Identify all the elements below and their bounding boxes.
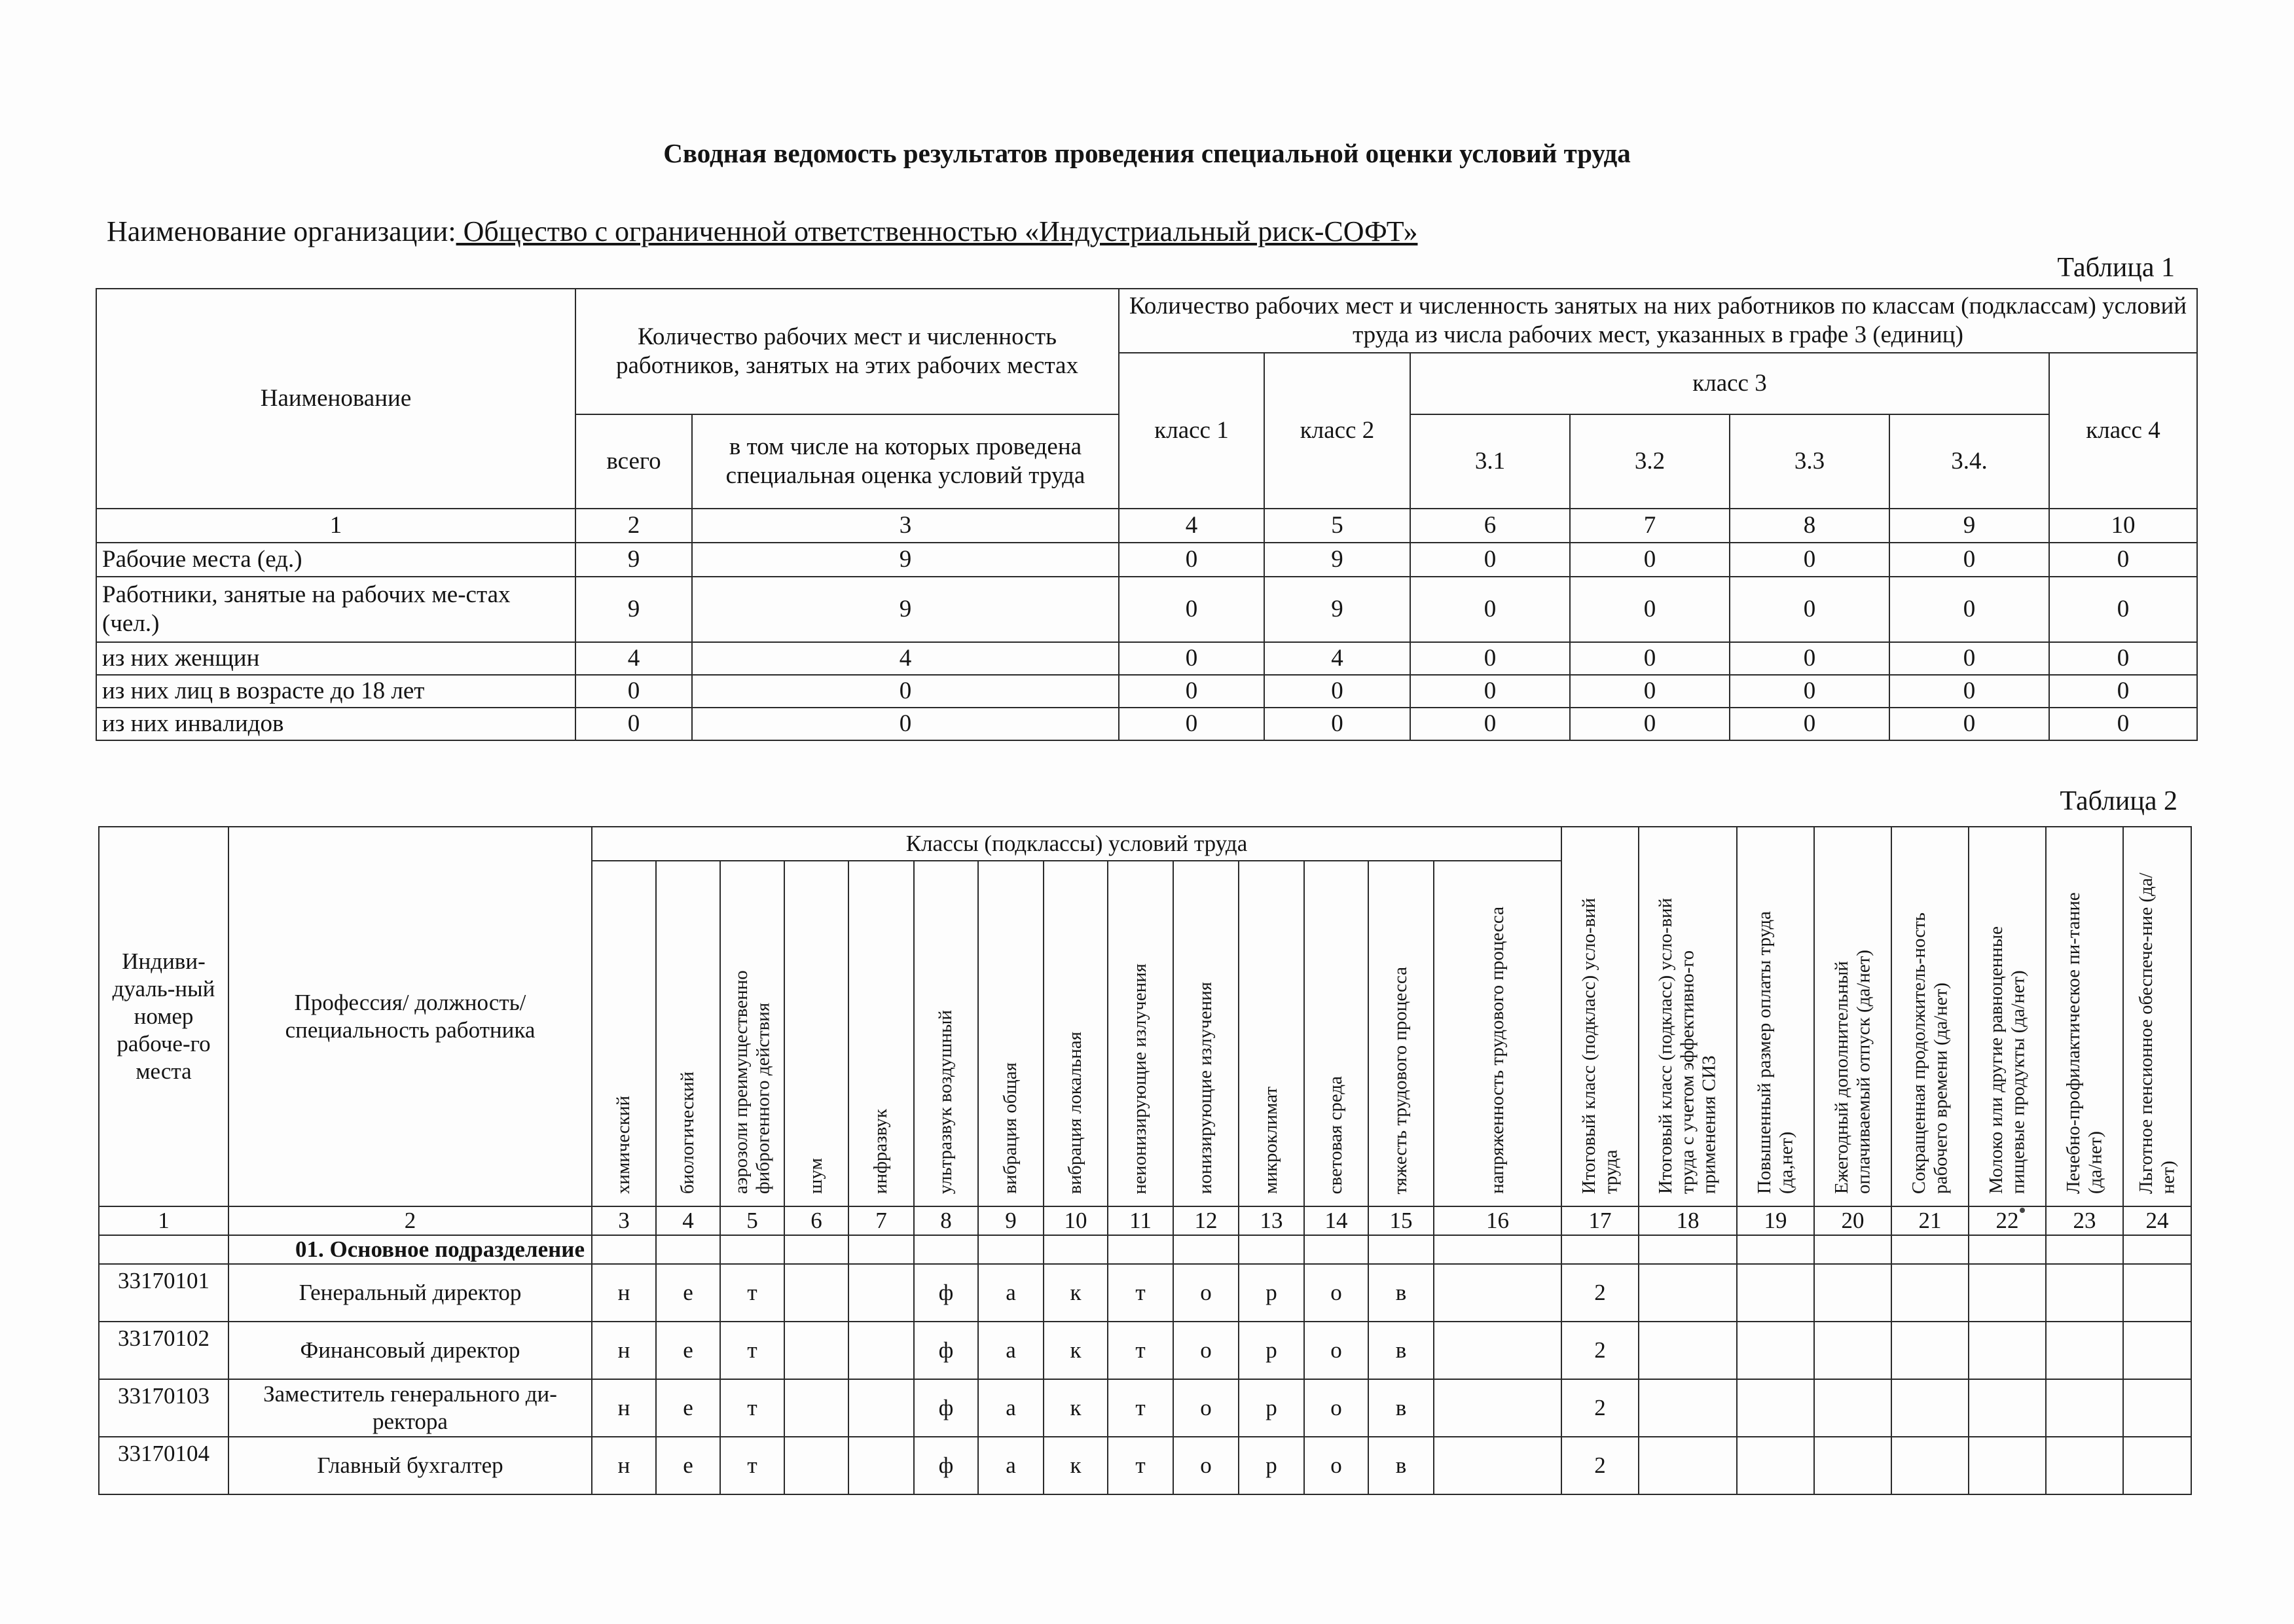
t1-header-name: Наименование: [96, 289, 575, 509]
t2-header-extra-text: Лечебно-профилактическое пи-тание (да/нет): [2062, 892, 2105, 1194]
table-row: [99, 1379, 2191, 1437]
t1-header-group-a: Количество рабочих мест и численность работников, занятых на этих рабочих местах: [575, 289, 1119, 414]
t1-cell: 0: [1730, 675, 1889, 708]
t1-cell: 0: [2049, 708, 2197, 740]
t2-header-factor-text: ультразвук воздушный: [935, 1009, 956, 1194]
t2-header-factor-text: биологический: [677, 1072, 699, 1194]
t2-colnum: 22: [1969, 1206, 2046, 1235]
organization-line: [107, 215, 1417, 248]
t2-empty-cell: [1814, 1264, 1891, 1322]
t2-empty-cell: [1368, 1235, 1434, 1264]
factor-class-cell: р: [1239, 1322, 1304, 1379]
factor-class-cell: [784, 1379, 848, 1437]
t1-cell: 0: [1119, 675, 1264, 708]
t2-header-factor: [1173, 861, 1239, 1206]
t1-cell: 0: [1570, 675, 1730, 708]
t2-empty-cell: [2123, 1264, 2191, 1322]
t1-cell: 0: [1889, 675, 2049, 708]
t1-column-numbers-row: [96, 509, 2197, 543]
factor-class-cell: т: [1108, 1437, 1173, 1494]
t2-colnum: 24: [2123, 1206, 2191, 1235]
t2-empty-cell: [1639, 1264, 1737, 1322]
t1-cell: 0: [2049, 543, 2197, 577]
organization-label: Наименование организации:: [107, 215, 456, 247]
t2-empty-cell: [1969, 1235, 2046, 1264]
t2-empty-cell: [1814, 1437, 1891, 1494]
t2-empty-cell: [1044, 1235, 1108, 1264]
t1-header-assessed: в том числе на которых проведена специальная оценка условий труда: [692, 414, 1119, 509]
t2-empty-cell: [1969, 1264, 2046, 1322]
factor-class-cell: р: [1239, 1379, 1304, 1437]
t1-row-label: Рабочие места (ед.): [96, 543, 575, 577]
t1-cell: 0: [1889, 543, 2049, 577]
t1-cell: 0: [1264, 675, 1410, 708]
t1-header-sub34: 3.4.: [1889, 414, 2049, 509]
t2-header-extra-text: Льготное пенсионное обеспече-ние (да/нет): [2135, 873, 2178, 1194]
document-title: Сводная ведомость результатов проведения специальной оценки условий труда: [663, 138, 1631, 168]
factor-class-cell: [784, 1322, 848, 1379]
t2-colnum: 16: [1434, 1206, 1561, 1235]
t2-empty-cell: [848, 1235, 914, 1264]
t2-empty-cell: [1969, 1437, 2046, 1494]
t1-header-sub33: 3.3: [1730, 414, 1889, 509]
factor-class-cell: ф: [914, 1437, 978, 1494]
t1-cell: 9: [692, 577, 1119, 642]
t1-cell: 0: [575, 708, 692, 740]
t2-empty-cell: [1814, 1379, 1891, 1437]
factor-class-cell: в: [1368, 1379, 1434, 1437]
t2-colnum: 6: [784, 1206, 848, 1235]
t1-cell: 0: [1730, 642, 1889, 675]
t1-cell: 0: [1889, 577, 2049, 642]
t2-empty-cell: [1639, 1437, 1737, 1494]
t2-department-name: 01. Основное подразделение: [228, 1235, 592, 1264]
t2-header-factor-text: шум: [805, 1158, 827, 1194]
factor-class-cell: в: [1368, 1264, 1434, 1322]
factor-class-cell: р: [1239, 1264, 1304, 1322]
t2-empty-cell: [1173, 1235, 1239, 1264]
t1-cell: 0: [1570, 577, 1730, 642]
t1-colnum: 7: [1570, 509, 1730, 543]
t1-cell: 9: [692, 543, 1119, 577]
factor-class-cell: о: [1173, 1379, 1239, 1437]
t2-colnum: 3: [592, 1206, 656, 1235]
factor-class-cell: е: [656, 1264, 720, 1322]
factor-class-cell: [784, 1437, 848, 1494]
t1-row-workplaces: [96, 543, 2197, 577]
factor-class-cell: [784, 1264, 848, 1322]
factor-class-cell: к: [1044, 1437, 1108, 1494]
t2-colnum: 21: [1891, 1206, 1969, 1235]
t1-cell: 0: [692, 675, 1119, 708]
t1-cell: 0: [1570, 543, 1730, 577]
t2-empty-cell: [2123, 1235, 2191, 1264]
t2-header-factor-text: химический: [613, 1095, 634, 1194]
t1-cell: 9: [1264, 543, 1410, 577]
t1-cell: 0: [1570, 642, 1730, 675]
t2-colnum: 13: [1239, 1206, 1304, 1235]
factor-class-cell: о: [1304, 1379, 1368, 1437]
factor-class-cell: е: [656, 1437, 720, 1494]
t1-cell: 0: [1730, 577, 1889, 642]
factor-class-cell: [848, 1437, 914, 1494]
t2-header-factor-text: напряженность трудового процесса: [1486, 907, 1508, 1194]
t1-row-under18: [96, 675, 2197, 708]
t1-cell: 0: [1119, 642, 1264, 675]
t2-empty-cell: [1639, 1379, 1737, 1437]
t1-cell: 0: [1410, 675, 1570, 708]
t2-colnum: 5: [720, 1206, 784, 1235]
factor-class-cell: о: [1304, 1322, 1368, 1379]
factor-class-cell: о: [1173, 1322, 1239, 1379]
table1-label: Таблица 1: [2057, 253, 2175, 283]
t2-empty-cell: [592, 1235, 656, 1264]
final-class-cell: 2: [1561, 1322, 1639, 1379]
t2-department-row: [99, 1235, 2191, 1264]
t2-colnum: 17: [1561, 1206, 1639, 1235]
t2-empty-cell: [1891, 1437, 1969, 1494]
factor-class-cell: т: [720, 1322, 784, 1379]
t2-header-extra: [1639, 827, 1737, 1206]
factor-class-cell: е: [656, 1322, 720, 1379]
t1-cell: 0: [1570, 708, 1730, 740]
t1-cell: 0: [1119, 577, 1264, 642]
t2-empty-cell: [1891, 1379, 1969, 1437]
t1-cell: 0: [2049, 577, 2197, 642]
t2-colnum: 9: [978, 1206, 1044, 1235]
t2-empty-cell: [2123, 1437, 2191, 1494]
t1-row-women: [96, 642, 2197, 675]
profession-name: Генеральный директор: [228, 1264, 592, 1322]
factor-class-cell: а: [978, 1437, 1044, 1494]
t2-colnum: 11: [1108, 1206, 1173, 1235]
t1-cell: 0: [1730, 543, 1889, 577]
t2-empty-cell: [2046, 1437, 2123, 1494]
t2-colnum: 4: [656, 1206, 720, 1235]
t2-header-factor: [1434, 861, 1561, 1206]
t1-cell: 0: [1410, 543, 1570, 577]
t2-colnum: 15: [1368, 1206, 1434, 1235]
t2-header-factor-text: микроклимат: [1260, 1087, 1282, 1194]
factor-class-cell: [848, 1322, 914, 1379]
profession-name: Финансовый директор: [228, 1322, 592, 1379]
t2-empty-cell: [1737, 1379, 1814, 1437]
t1-colnum: 9: [1889, 509, 2049, 543]
t2-empty-cell: [1639, 1235, 1737, 1264]
profession-name: Заместитель генерального ди-ректора: [228, 1379, 592, 1437]
t2-colnum: 20: [1814, 1206, 1891, 1235]
t1-header-total: всего: [575, 414, 692, 509]
t1-colnum: 8: [1730, 509, 1889, 543]
factor-class-cell: а: [978, 1264, 1044, 1322]
t2-colnum: 19: [1737, 1206, 1814, 1235]
t2-empty-cell: [914, 1235, 978, 1264]
table-row: [99, 1322, 2191, 1379]
t1-colnum: 5: [1264, 509, 1410, 543]
factor-class-cell: о: [1304, 1437, 1368, 1494]
t2-empty-cell: [1737, 1235, 1814, 1264]
summary-table: [96, 288, 2198, 741]
t2-colnum: 2: [228, 1206, 592, 1235]
t1-cell: 0: [692, 708, 1119, 740]
t1-cell: 0: [2049, 642, 2197, 675]
t2-empty-cell: [1891, 1322, 1969, 1379]
t2-colnum: 1: [99, 1206, 228, 1235]
factor-class-cell: т: [720, 1379, 784, 1437]
t2-header-factor: [720, 861, 784, 1206]
factor-class-cell: ф: [914, 1322, 978, 1379]
t1-row-workers: [96, 577, 2197, 642]
factor-class-cell: в: [1368, 1437, 1434, 1494]
t2-header-extra: [2123, 827, 2191, 1206]
factor-class-cell: н: [592, 1379, 656, 1437]
t2-header-extra-text: Сокращенная продолжитель-ность рабочего времени (да/нет): [1908, 912, 1951, 1194]
t1-cell: 9: [575, 577, 692, 642]
t1-row-label: Работники, занятые на рабочих ме-стах (чел.): [96, 577, 575, 642]
factor-class-cell: к: [1044, 1379, 1108, 1437]
t2-header-wpid: Индиви-дуаль-ный номер рабоче-го места: [99, 827, 228, 1206]
t1-cell: 0: [1410, 642, 1570, 675]
t1-cell: 4: [1264, 642, 1410, 675]
t2-empty-cell: [1737, 1437, 1814, 1494]
t2-header-factor: [848, 861, 914, 1206]
factor-class-cell: [1434, 1379, 1561, 1437]
t2-header-factor: [656, 861, 720, 1206]
t2-header-factor: [914, 861, 978, 1206]
t1-colnum: 1: [96, 509, 575, 543]
t2-empty-cell: [784, 1235, 848, 1264]
workplace-id: 33170103: [99, 1379, 228, 1437]
t1-header-sub32: 3.2: [1570, 414, 1730, 509]
t2-header-extra-text: Повышенный размер оплаты труда (да,нет): [1753, 911, 1796, 1194]
factor-class-cell: ф: [914, 1264, 978, 1322]
profession-name: Главный бухгалтер: [228, 1437, 592, 1494]
t1-row-label: из них инвалидов: [96, 708, 575, 740]
t1-row-label: из них лиц в возрасте до 18 лет: [96, 675, 575, 708]
t2-header-profession: Профессия/ должность/ специальность работника: [228, 827, 592, 1206]
t2-empty-cell: [1891, 1264, 1969, 1322]
factor-class-cell: в: [1368, 1322, 1434, 1379]
factor-class-cell: н: [592, 1437, 656, 1494]
t1-cell: 4: [692, 642, 1119, 675]
t1-cell: 9: [575, 543, 692, 577]
t2-empty-cell: [2046, 1235, 2123, 1264]
t2-column-numbers-row: [99, 1206, 2191, 1235]
factor-class-cell: т: [1108, 1322, 1173, 1379]
t2-header-extra-text: Итоговый класс (подкласс) усло-вий труда с учетом эффективно-го применения СИЗ: [1654, 897, 1720, 1194]
t2-empty-cell: [1814, 1235, 1891, 1264]
factor-class-cell: [1434, 1437, 1561, 1494]
factor-class-cell: т: [720, 1264, 784, 1322]
factor-class-cell: о: [1304, 1264, 1368, 1322]
t2-empty-cell: [1434, 1235, 1561, 1264]
final-class-cell: 2: [1561, 1437, 1639, 1494]
factor-class-cell: а: [978, 1379, 1044, 1437]
t2-header-factor-text: световая среда: [1325, 1075, 1347, 1194]
workplace-id: 33170104: [99, 1437, 228, 1494]
t2-empty-cell: [2046, 1264, 2123, 1322]
t2-empty-cell: [1304, 1235, 1368, 1264]
t2-empty-cell: [1737, 1264, 1814, 1322]
t1-colnum: 4: [1119, 509, 1264, 543]
t2-header-factor: [1368, 861, 1434, 1206]
t1-header-class3: класс 3: [1410, 353, 2049, 414]
t1-cell: 4: [575, 642, 692, 675]
t2-empty-cell: [978, 1235, 1044, 1264]
t1-colnum: 2: [575, 509, 692, 543]
t2-header-extra: [1737, 827, 1814, 1206]
t1-row-disabled: [96, 708, 2197, 740]
t2-empty-cell: [1814, 1322, 1891, 1379]
t2-empty-cell: [99, 1235, 228, 1264]
t1-colnum: 3: [692, 509, 1119, 543]
t1-cell: 0: [575, 675, 692, 708]
t2-header-factor-text: инфразвук: [870, 1109, 892, 1194]
t2-header-factor-text: неионизирующие излучения: [1129, 963, 1151, 1194]
factor-class-cell: е: [656, 1379, 720, 1437]
t2-colnum: 18: [1639, 1206, 1737, 1235]
factor-class-cell: н: [592, 1322, 656, 1379]
t2-empty-cell: [2046, 1379, 2123, 1437]
t2-empty-cell: [1969, 1322, 2046, 1379]
factor-class-cell: к: [1044, 1322, 1108, 1379]
factor-class-cell: к: [1044, 1264, 1108, 1322]
t2-header-extra-text: Итоговый класс (подкласс) усло-вий труда: [1578, 897, 1621, 1194]
t2-header-extra: [1814, 827, 1891, 1206]
t2-empty-cell: [1891, 1235, 1969, 1264]
t2-header-factor: [784, 861, 848, 1206]
t1-row-label: из них женщин: [96, 642, 575, 675]
final-class-cell: 2: [1561, 1379, 1639, 1437]
table-row: [99, 1264, 2191, 1322]
factor-class-cell: [1434, 1322, 1561, 1379]
factor-class-cell: о: [1173, 1437, 1239, 1494]
t2-empty-cell: [1639, 1322, 1737, 1379]
t2-header-factor: [978, 861, 1044, 1206]
factor-class-cell: р: [1239, 1437, 1304, 1494]
t2-header-extra-text: Ежегодный дополнительный оплачиваемый отпуск (да/нет): [1830, 949, 1874, 1194]
t2-header-factor-text: тяжесть трудового процесса: [1390, 966, 1411, 1194]
t1-cell: 0: [1889, 642, 2049, 675]
t2-colnum: 8: [914, 1206, 978, 1235]
t1-cell: 0: [1730, 708, 1889, 740]
t2-empty-cell: [1108, 1235, 1173, 1264]
t1-cell: 9: [1264, 577, 1410, 642]
t2-colnum: 12: [1173, 1206, 1239, 1235]
t1-cell: 0: [1264, 708, 1410, 740]
t1-cell: 0: [1889, 708, 2049, 740]
t2-header-factor: [1044, 861, 1108, 1206]
final-class-cell: 2: [1561, 1264, 1639, 1322]
factor-class-cell: т: [1108, 1379, 1173, 1437]
t2-empty-cell: [720, 1235, 784, 1264]
factor-class-cell: [1434, 1264, 1561, 1322]
t2-colnum: 14: [1304, 1206, 1368, 1235]
t2-header-factor-text: вибрация локальная: [1065, 1031, 1086, 1194]
t2-empty-cell: [1561, 1235, 1639, 1264]
t2-header-extra: [1969, 827, 2046, 1206]
t2-header-extra: [1891, 827, 1969, 1206]
t2-empty-cell: [656, 1235, 720, 1264]
t1-cell: 0: [1410, 708, 1570, 740]
t1-header-class4: класс 4: [2049, 353, 2197, 509]
t2-header-factor: [1239, 861, 1304, 1206]
factor-class-cell: а: [978, 1322, 1044, 1379]
factor-class-cell: о: [1173, 1264, 1239, 1322]
t2-header-extra: [1561, 827, 1639, 1206]
t2-empty-cell: [2123, 1322, 2191, 1379]
t2-empty-cell: [1969, 1379, 2046, 1437]
t2-header-extra: [2046, 827, 2123, 1206]
factor-class-cell: т: [720, 1437, 784, 1494]
t2-empty-cell: [1239, 1235, 1304, 1264]
t2-header-factor-text: вибрация общая: [1000, 1062, 1021, 1194]
t2-colnum: 10: [1044, 1206, 1108, 1235]
workplaces-table: [98, 826, 2192, 1495]
t2-empty-cell: [1737, 1322, 1814, 1379]
t1-header-group-b: Количество рабочих мест и численность занятых на них работников по классам (подклассам) условий труда из числа рабочих мест, указанных в графе 3 (единиц): [1119, 289, 2197, 353]
t1-cell: 0: [2049, 675, 2197, 708]
t2-header-factor: [1304, 861, 1368, 1206]
t1-header-class1: класс 1: [1119, 353, 1264, 509]
factor-class-cell: ф: [914, 1379, 978, 1437]
t2-header-factor: [592, 861, 656, 1206]
t1-cell: 0: [1410, 577, 1570, 642]
t2-header-factor-text: аэрозоли преимущественно фиброгенного действия: [730, 970, 773, 1194]
t2-header-extra-text: Молоко или другие равноценные пищевые продукты (да/нет): [1985, 926, 2028, 1194]
factor-class-cell: [848, 1379, 914, 1437]
t1-header-sub31: 3.1: [1410, 414, 1570, 509]
t1-header-class2: класс 2: [1264, 353, 1410, 509]
t2-header-factor: [1108, 861, 1173, 1206]
t1-cell: 0: [1119, 543, 1264, 577]
t2-colnum: 7: [848, 1206, 914, 1235]
t1-colnum: 10: [2049, 509, 2197, 543]
t2-empty-cell: [2123, 1379, 2191, 1437]
table-row: [99, 1437, 2191, 1494]
scan-speck: [2020, 1208, 2025, 1213]
t1-cell: 0: [1119, 708, 1264, 740]
t2-header-factor-text: ионизирующие излучения: [1195, 981, 1216, 1194]
workplace-id: 33170101: [99, 1264, 228, 1322]
organization-name: Общество с ограниченной ответственностью «Индустриальный риск-СОФТ»: [456, 215, 1418, 247]
factor-class-cell: т: [1108, 1264, 1173, 1322]
factor-class-cell: [848, 1264, 914, 1322]
t2-colnum: 23: [2046, 1206, 2123, 1235]
t2-empty-cell: [2046, 1322, 2123, 1379]
workplace-id: 33170102: [99, 1322, 228, 1379]
t2-header-classes-group: Классы (подклассы) условий труда: [592, 827, 1561, 861]
factor-class-cell: н: [592, 1264, 656, 1322]
table2-label: Таблица 2: [2060, 786, 2177, 816]
t1-colnum: 6: [1410, 509, 1570, 543]
